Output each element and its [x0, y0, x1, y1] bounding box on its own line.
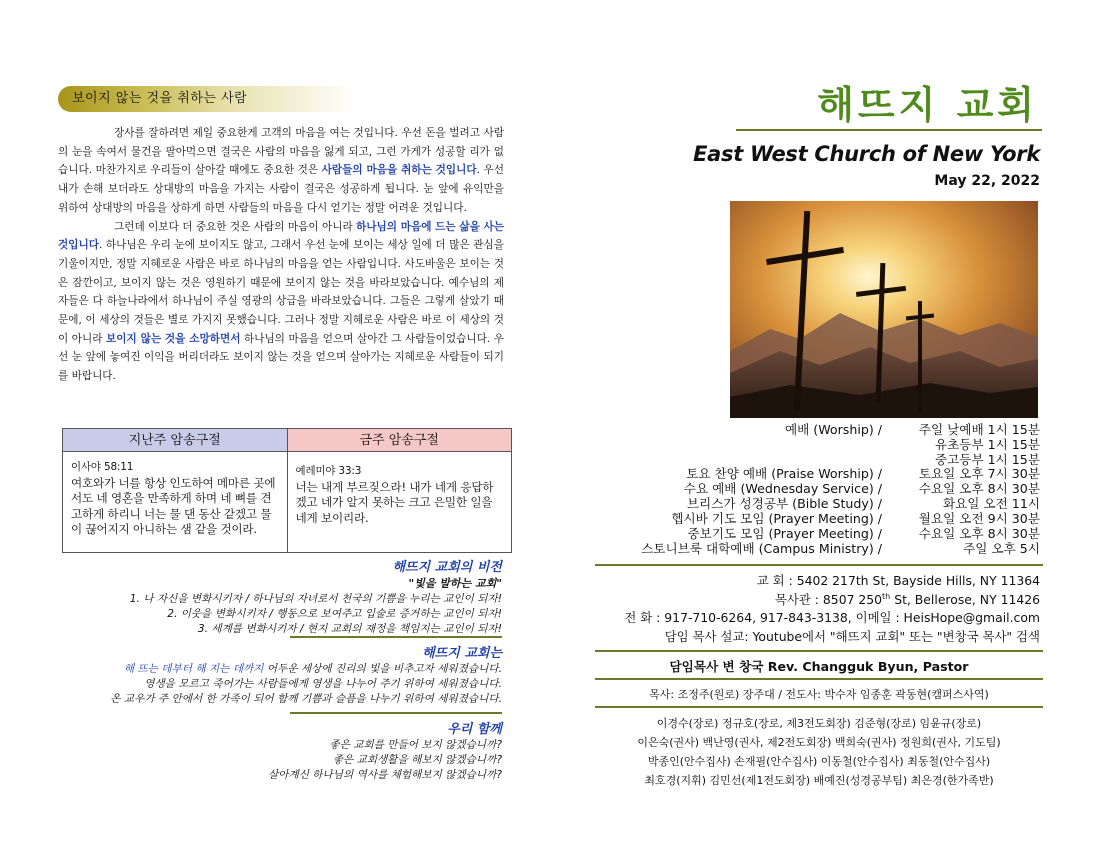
elders-line: 이은숙(권사) 백난영(권사, 제2전도회장) 백희숙(권사) 정원희(권사, 기도팀) [637, 736, 1001, 749]
elders-list [595, 714, 1043, 790]
together-title: 우리 함께 [447, 722, 502, 737]
parsonage-address: 목사관 : 8507 250th St, Bellerose, NY 11426 [774, 591, 1040, 607]
church-is-line: 영생을 모르고 죽어가는 사람들에게 영생을 나누어 주기 위하여 세워졌습니다. [144, 678, 502, 690]
last-week-verse [63, 452, 288, 553]
service-row: 중보기도 모임 (Prayer Meeting) / 수요일 오후 8시 30분 [687, 526, 1040, 541]
divider [736, 129, 1042, 131]
church-is-line: 온 교우가 주 안에서 한 가족이 되어 함께 기쁨과 슬픔을 나누기 위하여 세워졌습니다. [110, 693, 502, 705]
article-highlight: 보이지 않는 것을 소망하면서 [106, 332, 241, 345]
divider [595, 650, 1043, 652]
article-paragraph-1: 장사를 잘하려면 제일 중요한게 고객의 마음을 여는 것입니다. 우선 돈을 벌려고 사람의 눈을 속여서 물건을 팔아먹으면 결국은 사람의 마음을 잃게 되고, 그런 가게가 성공할 리가 없습니다. 마찬가지로 우리들이 살아갈 때에도 중요한 것은 사람들의 마음을 취하는 것입니다. 우선 내가 손해 보더라도 상대방의 마음을 가지는 사람이 결국은 성공하게 됩니다. 눈 앞에 유익만을 위하여 상대방의 마음을 상하게 하면 사람들의 마음을 다시 얻기는 정말 어려운 것입니다. [58, 127, 504, 214]
together-line: 좋은 교회를 만들어 보지 않겠습니까? [329, 739, 502, 751]
verse-reference: 이사야 58:11 [71, 461, 134, 473]
senior-pastor: 담임목사 변 창국 Rev. Changguk Byun, Pastor [669, 659, 969, 674]
service-row: 토요 찬양 예배 (Praise Worship) / 토요일 오후 7시 30분 [686, 466, 1040, 481]
vision-line: 1. 나 자신을 변화시키자 / 하나님의 자녀로서 천국의 기쁨을 누리는 교인이 되자! [129, 593, 502, 605]
bulletin-date: May 22, 2022 [934, 173, 1040, 189]
church-name-english: East West Church of New York [693, 142, 1040, 166]
memory-verse-table [62, 428, 512, 553]
service-row: 중고등부 1시 15분 [934, 452, 1040, 467]
together-line: 좋은 교회생활을 해보지 않겠습니까? [332, 754, 502, 766]
divider [290, 636, 502, 638]
together-line: 살아계신 하나님의 역사를 체험해보지 않겠습니까? [268, 769, 502, 781]
service-row: 수요 예배 (Wednesday Service) / 수요일 오후 8시 30분 [683, 481, 1040, 496]
vision-line: 2. 이웃을 변화시키자 / 행동으로 보여주고 입술로 증거하는 교인이 되자! [167, 608, 502, 620]
church-is-title: 해뜨지 교회는 [422, 646, 502, 661]
vision-subtitle: "빛을 발하는 교회" [408, 577, 502, 590]
service-row: 스토니브룩 대학예배 (Campus Ministry) / 주일 오후 5시 [641, 541, 1040, 556]
divider [290, 712, 502, 714]
church-address: 교 회 : 5402 217th St, Bayside Hills, NY 11364 [756, 573, 1040, 588]
this-week-verse [287, 452, 512, 553]
divider [595, 678, 1043, 680]
church-name-korean: 해뜨지 교회 [817, 83, 1038, 127]
article-paragraph-2: 그런데 이보다 더 중요한 것은 사람의 마음이 아니라 하나님의 마음에 드는 삶을 사는 것입니다. 하나님은 우리 눈에 보이지도 않고, 그래서 우선 눈에 보이는 세상 일에 더 많은 관심을 기울이지만, 정말 지혜로운 사람은 바로 하나님의 마음을 얻는 사람입니다. 사도바울은 보이는 것은 잠깐이고, 보이지 않는 것은 영원하기 때문에 보이지 않는 것을 바라보았습니다. 예수님의 제자들은 다 하늘나라에서 하나님이 주실 영광의 상급을 바라보았습니다. 그들은 그렇게 살았기 때문에, 이 세상의 것들은 별로 가지지 못했습니다. 그러나 정말 지혜로운 사람은 바로 이 세상의 것이 아니라 보이지 않는 것을 소망하면서 하나님의 마음을 얻으며 살아간 그 사람들이었습니다. 우선 눈 앞에 놓여진 이익을 버리더라도 보이지 않는 것을 얻으며 살아가는 지혜로운 사람들이 되기를 바랍니다. [58, 220, 505, 383]
elders-line: 최호경(지휘) 김민선(제1전도회장) 배예진(성경공부팀) 최은경(한가족반) [644, 774, 994, 787]
verse-text: 여호와가 너를 항상 인도하여 메마른 곳에서도 네 영혼을 만족하게 하며 네 뼈를 견고하게 하리니 너는 물 댄 동산 같겠고 물이 끊어지지 아니하는 샘 같을 것이라. [71, 475, 276, 536]
article-highlight: 사람들의 마음을 취하는 것입니다 [321, 164, 477, 177]
service-row: 브리스가 성경공부 (Bible Study) / 화요일 오전 11시 [686, 496, 1040, 511]
three-crosses-photo [730, 201, 1038, 418]
last-week-verse-header: 지난주 암송구절 [63, 429, 288, 452]
ministers: 목사: 조정주(원로) 장주대 / 전도사: 박수자 임종훈 곽동현(캠퍼스사역) [649, 688, 989, 701]
phone-email: 전 화 : 917-710-6264, 917-843-3138, 이메일 : HeisHope@gmail.com [624, 610, 1040, 625]
verse-reference: 예레미야 33:3 [295, 465, 362, 477]
vision-line: 3. 세계를 변화시키자 / 현지 교회의 재정을 책임지는 교인이 되자! [197, 623, 502, 635]
vision-title: 해뜨지 교회의 비전 [392, 560, 502, 575]
verse-text: 너는 내게 부르짖으라! 내가 네게 응답하겠고 네가 알지 못하는 크고 은밀한 일을 네게 보이리라. [295, 479, 494, 525]
church-is-line: 해 뜨는 데부터 해 지는 데까지 어두운 세상에 진리의 빛을 비추고자 세워졌습니다. [123, 663, 502, 675]
three-crosses-image [730, 201, 1038, 418]
article-body [58, 124, 504, 386]
elders-line: 박종인(안수집사) 손재필(안수집사) 이동철(안수집사) 최동철(안수집사) [647, 755, 991, 768]
article-title: 보이지 않는 것을 취하는 사람 [58, 86, 358, 112]
service-row: 유초등부 1시 15분 [934, 437, 1040, 452]
this-week-verse-header: 금주 암송구절 [287, 429, 512, 452]
divider [595, 706, 1043, 708]
article-highlight: 하나님의 마음에 드는 삶을 사는 것입니다 [58, 220, 505, 252]
divider [595, 564, 1043, 566]
service-row: 헵시바 기도 모임 (Prayer Meeting) / 월요일 오전 9시 30분 [671, 511, 1040, 526]
sermon-info: 담임 목사 설교: Youtube에서 "해뜨지 교회" 또는 "변창국 목사" 검색 [664, 629, 1040, 644]
elders-line: 이경수(장로) 정규호(장로, 제3전도회장) 김준형(장로) 임윤규(장로) [656, 717, 982, 730]
service-row: 예배 (Worship) / 주일 낮예배 1시 15분 [784, 422, 1040, 437]
